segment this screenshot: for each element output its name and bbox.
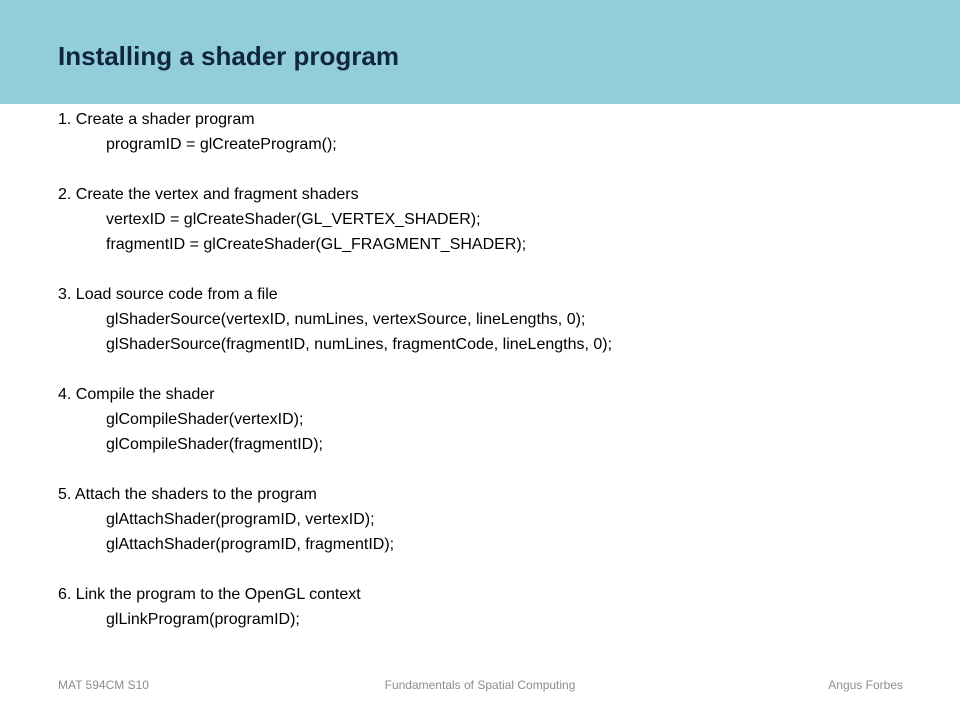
- step-heading: 4. Compile the shader: [58, 386, 215, 403]
- footer-author: Angus Forbes: [828, 678, 903, 692]
- code-line: glShaderSource(vertexID, numLines, vertexSource, lineLengths, 0);: [106, 311, 586, 328]
- code-line: vertexID = glCreateShader(GL_VERTEX_SHADER);: [106, 211, 481, 228]
- step-1: [58, 107, 918, 157]
- step-6: [58, 582, 918, 632]
- step-3: [58, 282, 918, 357]
- footer-course: MAT 594CM S10: [58, 678, 149, 692]
- step-2: [58, 182, 918, 257]
- step-5: [58, 482, 918, 557]
- step-heading: 6. Link the program to the OpenGL context: [58, 586, 361, 603]
- code-line: glLinkProgram(programID);: [106, 611, 300, 628]
- code-line: glAttachShader(programID, fragmentID);: [106, 536, 395, 553]
- step-heading: 2. Create the vertex and fragment shaders: [58, 186, 359, 203]
- code-line: glShaderSource(fragmentID, numLines, fragmentCode, lineLengths, 0);: [106, 336, 613, 353]
- code-line: glAttachShader(programID, vertexID);: [106, 511, 375, 528]
- footer: [0, 678, 960, 698]
- step-heading: 1. Create a shader program: [58, 111, 255, 128]
- footer-topic: Fundamentals of Spatial Computing: [384, 678, 576, 692]
- step-heading: 5. Attach the shaders to the program: [58, 486, 317, 503]
- step-4: [58, 382, 918, 457]
- step-heading: 3. Load source code from a file: [58, 286, 278, 303]
- code-line: glCompileShader(fragmentID);: [106, 436, 323, 453]
- code-line: fragmentID = glCreateShader(GL_FRAGMENT_SHADER);: [106, 236, 527, 253]
- title-bar: [0, 0, 960, 104]
- code-line: glCompileShader(vertexID);: [106, 411, 304, 428]
- slide-title: Installing a shader program: [58, 41, 399, 71]
- code-line: programID = glCreateProgram();: [106, 136, 337, 153]
- slide-content: [58, 107, 918, 657]
